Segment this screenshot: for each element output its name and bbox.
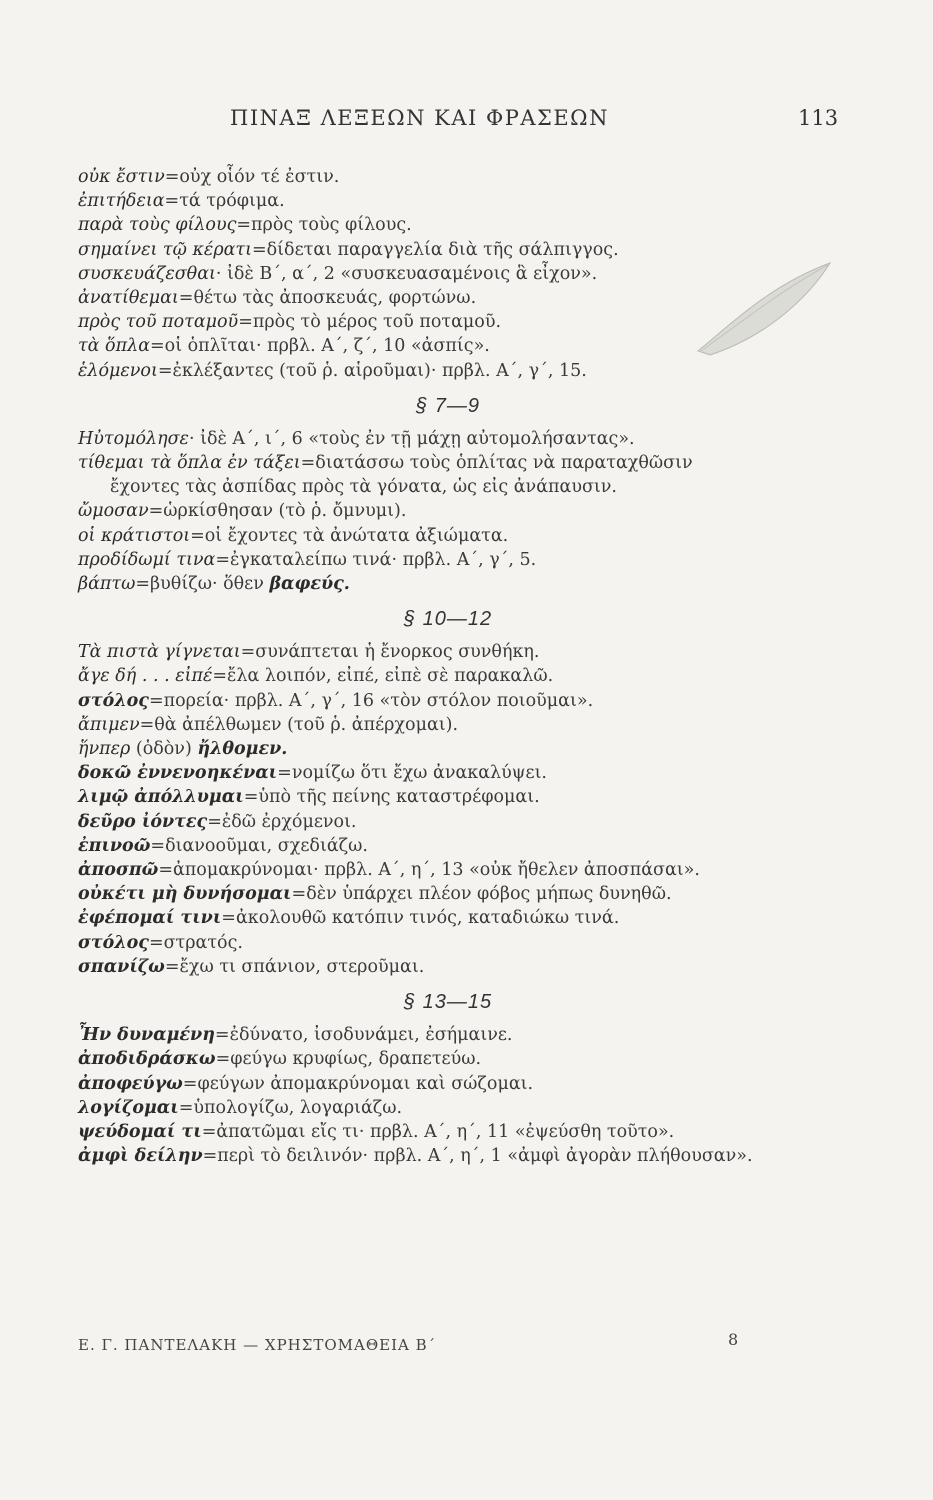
- entry-gloss: =στρατός.: [148, 932, 243, 953]
- glossary-entry: [78, 906, 818, 930]
- glossary-entry: [78, 931, 818, 955]
- glossary-entry: [78, 882, 818, 906]
- glossary-entry: [78, 359, 818, 383]
- entry-gloss: · ἰδὲ Β΄, α΄, 2 «συσκευασαμένοις ἃ εἶχον».: [215, 263, 598, 284]
- glossary-entry: [78, 451, 818, 475]
- entry-gloss: =ὡρκίσθησαν (τὸ ῥ. ὄμνυμι).: [148, 501, 407, 522]
- glossary-entry: [78, 1023, 818, 1047]
- entry-term: Ηὐτομόλησε: [78, 428, 189, 449]
- entry-gloss: =βυθίζω· ὅθεν: [135, 574, 270, 595]
- glossary-entry: [78, 548, 818, 572]
- entry-gloss: =φεύγων ἀπομακρύνομαι καὶ σώζομαι.: [182, 1073, 534, 1094]
- glossary-entry: [78, 858, 818, 882]
- entry-term: οὐκέτι μὴ δυνήσομαι: [78, 884, 292, 905]
- entry-continuation: ἔχοντες τὰς ἀσπίδας πρὸς τὰ γόνατα, ὡς εἰς ἀνάπαυσιν.: [110, 477, 617, 498]
- entry-term: τὰ ὅπλα: [78, 336, 151, 357]
- glossary-entry: [78, 262, 818, 286]
- entry-term: ἑλόμενοι: [78, 360, 158, 381]
- entry-term: Τὰ πιστὰ γίγνεται: [78, 642, 241, 663]
- entry-gloss: =ἐκλέξαντες (τοῦ ῥ. αἱροῦμαι)· πρβλ. Α΄, γ΄, 15.: [157, 360, 587, 381]
- entry-term: πρὸς τοῦ ποταμοῦ: [78, 312, 239, 333]
- glossary-entry: [78, 334, 818, 358]
- entry-term: Ἦν δυναμένη: [78, 1025, 215, 1046]
- glossary-entry: [78, 427, 818, 451]
- glossary-entry: [78, 664, 818, 688]
- glossary-section: [78, 640, 818, 979]
- glossary-entry: [78, 955, 818, 979]
- entry-term: ἄπιμεν: [78, 714, 140, 735]
- glossary-entry: [78, 238, 818, 262]
- entry-term: συσκευάζεσθαι: [78, 263, 216, 284]
- glossary-entry: [78, 1096, 818, 1120]
- glossary-entry: [78, 189, 818, 213]
- entry-term: προδίδωμί τινα: [78, 549, 216, 570]
- entry-gloss: =τά τρόφιμα.: [164, 191, 285, 212]
- entry-term: ἀποφεύγω: [78, 1073, 183, 1094]
- page-header: [0, 106, 933, 136]
- entry-gloss: =θέτω τὰς ἀποσκευάς, φορτώνω.: [178, 288, 477, 309]
- section-heading: § 7—9: [416, 394, 480, 417]
- entry-term: παρὰ τοὺς φίλους: [78, 215, 237, 236]
- entry-gloss: =δίδεται παραγγελία διὰ τῆς σάλπιγγος.: [251, 239, 619, 260]
- glossary-entry: [78, 286, 818, 310]
- entry-term: ἀνατίθεμαι: [78, 288, 179, 309]
- entry-term: βάπτω: [78, 574, 136, 595]
- section-heading: § 10—12: [403, 608, 493, 631]
- glossary-entry: [78, 785, 818, 809]
- entry-gloss: =ἐδύνατο, ἰσοδυνάμει, ἐσήμαινε.: [214, 1025, 513, 1046]
- entry-gloss: =ἔλα λοιπόν, εἰπέ, εἰπὲ σὲ παρακαλῶ.: [212, 666, 554, 687]
- signature-line: Ε. Γ. ΠΑΝΤΕΛΑΚΗ — ΧΡΗΣΤΟΜΑΘΕΙΑ Β΄: [78, 1336, 437, 1354]
- entry-gloss: =διανοοῦμαι, σχεδιάζω.: [150, 835, 368, 856]
- entry-term: ἀποδιδράσκω: [78, 1049, 216, 1070]
- entry-term: ἐπινοῶ: [78, 835, 151, 856]
- entry-gloss: =διατάσσω τοὺς ὁπλίτας νὰ παραταχθῶσιν: [300, 453, 693, 474]
- entry-gloss: =ἐδῶ ἐρχόμενοι.: [207, 811, 357, 832]
- entry-gloss: =ἔχω τι σπάνιον, στεροῦμαι.: [164, 956, 425, 977]
- entry-gloss: =περὶ τὸ δειλινόν· πρβλ. Α΄, η΄, 1 «ἀμφὶ ἀγορὰν πλήθουσαν».: [202, 1146, 753, 1167]
- entry-term: δεῦρο ἰόντες: [78, 811, 208, 832]
- glossary-entry: [78, 524, 818, 548]
- entry-gloss: · ἰδὲ Α΄, ι΄, 6 «τοὺς ἐν τῇ μάχῃ αὐτομολήσαντας».: [188, 428, 635, 449]
- entry-gloss: =ἀπομακρύνομαι· πρβλ. Α΄, η΄, 13 «οὐκ ἤθελεν ἀποσπάσαι».: [158, 860, 700, 881]
- entry-term: ἀμφὶ δείλην: [78, 1146, 203, 1167]
- glossary-entry: [78, 1144, 818, 1168]
- entry-gloss: =ἀκολουθῶ κατόπιν τινός, καταδιώκω τινά.: [221, 908, 620, 929]
- glossary-entry: [78, 1120, 818, 1144]
- glossary-entry: [78, 572, 818, 596]
- entry-gloss: =ὑπὸ τῆς πείνης καταστρέφομαι.: [243, 787, 540, 808]
- glossary-entry: [78, 810, 818, 834]
- entry-term: στόλος: [78, 932, 149, 953]
- entry-gloss: =πορεία· πρβλ. Α΄, γ΄, 16 «τὸν στόλον ποιοῦμαι».: [148, 690, 594, 711]
- entry-term: σημαίνει τῷ κέρατι: [78, 239, 252, 260]
- entry-term: ὤμοσαν: [78, 501, 149, 522]
- glossary-content: [78, 165, 818, 1168]
- entry-gloss: =φεύγω κρυφίως, δραπετεύω.: [215, 1049, 482, 1070]
- entry-gloss: =ἀπατῶμαι εἴς τι· πρβλ. Α΄, η΄, 11 «ἐψεύσθη τοῦτο».: [201, 1121, 675, 1142]
- entry-gloss: =δὲν ὑπάρχει πλέον φόβος μήπως δυνηθῶ.: [291, 884, 672, 905]
- entry-term: ἐπιτήδεια: [78, 191, 165, 212]
- glossary-entry: [78, 213, 818, 237]
- entry-term: ἄγε δή . . . εἰπέ: [78, 666, 213, 687]
- entry-term: λιμῷ ἀπόλλυμαι: [78, 787, 244, 808]
- glossary-entry: [78, 165, 818, 189]
- entry-term: δοκῶ ἐννενοηκέναι: [78, 763, 278, 784]
- entry-gloss: =θὰ ἀπέλθωμεν (τοῦ ῥ. ἀπέρχομαι).: [139, 714, 459, 735]
- entry-gloss: =οἱ ὁπλῖται· πρβλ. Α΄, ζ΄, 10 «ἀσπίς».: [150, 336, 490, 357]
- entry-term: ἀποσπῶ: [78, 860, 159, 881]
- glossary-entry: [78, 1072, 818, 1096]
- entry-term: τίθεμαι τὰ ὅπλα ἐν τάξει: [78, 453, 301, 474]
- entry-term: λογίζομαι: [78, 1097, 179, 1118]
- entry-term: οὐκ ἔστιν: [78, 167, 165, 187]
- glossary-entry: [78, 1047, 818, 1071]
- glossary-entry: [78, 834, 818, 858]
- entry-gloss: =νομίζω ὅτι ἔχω ἀνακαλύψει.: [277, 763, 547, 784]
- entry-tail: ἤλθομεν.: [197, 739, 288, 760]
- running-title: ΠΙΝΑΞ ΛΕΞΕΩΝ ΚΑΙ ΦΡΑΣΕΩΝ: [230, 106, 609, 130]
- entry-term: ἥνπερ: [78, 739, 131, 760]
- entry-gloss: =πρὸς τοὺς φίλους.: [236, 215, 412, 236]
- entry-term: σπανίζω: [78, 956, 165, 977]
- glossary-entry: [78, 310, 818, 334]
- entry-gloss: =ὑπολογίζω, λογαριάζω.: [178, 1097, 403, 1118]
- glossary-section: [78, 1023, 818, 1168]
- glossary-block: [78, 165, 818, 383]
- entry-gloss: =οὐχ οἷόν τέ ἐστιν.: [164, 167, 340, 187]
- entry-term: ἐφέπομαί τινι: [78, 908, 222, 929]
- glossary-entry: [78, 689, 818, 713]
- entry-gloss: =πρὸς τὸ μέρος τοῦ ποταμοῦ.: [238, 312, 502, 333]
- glossary-entry: [78, 499, 818, 523]
- entry-term: στόλος: [78, 690, 149, 711]
- entry-gloss: (ὁδὸν): [130, 739, 198, 760]
- section-heading: § 13—15: [403, 991, 493, 1014]
- entry-gloss: =ἐγκαταλείπω τινά· πρβλ. Α΄, γ΄, 5.: [215, 549, 537, 570]
- entry-tail: βαφεύς.: [269, 574, 350, 595]
- page-number: 113: [798, 106, 839, 130]
- glossary-entry: [78, 761, 818, 785]
- signature-mark: 8: [728, 1330, 739, 1349]
- entry-gloss: =συνάπτεται ἡ ἔνορκος συνθήκη.: [240, 642, 540, 663]
- glossary-entry: [78, 713, 818, 737]
- glossary-section: [78, 427, 818, 596]
- entry-term: ψεύδομαί τι: [78, 1121, 202, 1142]
- entry-gloss: =οἱ ἔχοντες τὰ ἀνώτατα ἀξιώματα.: [190, 525, 509, 546]
- page-footer: [0, 1330, 933, 1360]
- entry-term: οἱ κράτιστοι: [78, 525, 191, 546]
- glossary-entry: [78, 737, 818, 761]
- glossary-entry: [78, 640, 818, 664]
